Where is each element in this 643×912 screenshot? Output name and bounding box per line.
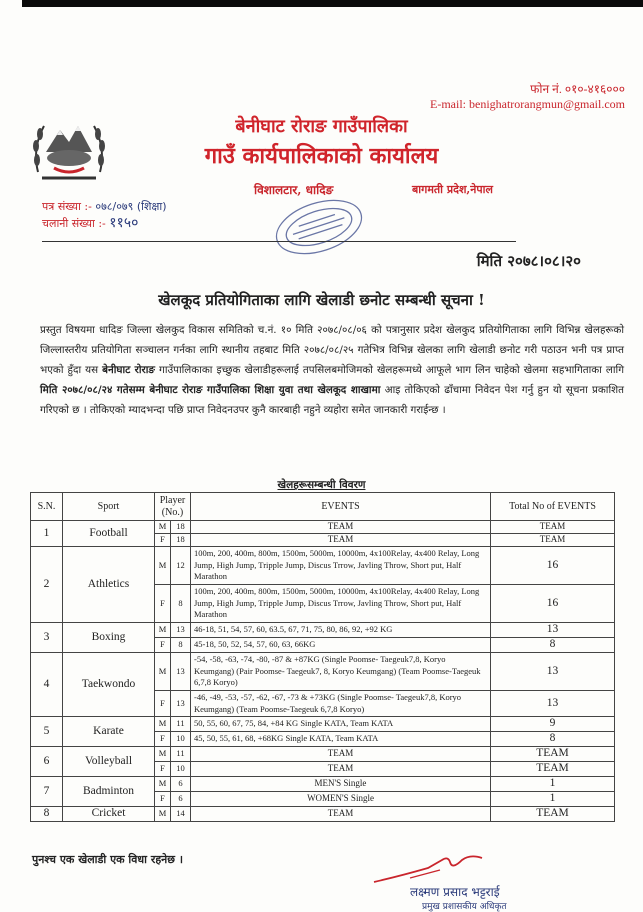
cell-gender: M — [155, 807, 171, 822]
cell-events: -54, -58, -63, -74, -80, -87 & +87KG (Single Poomse- Taegeuk7,8, Koryo Keumgang) (Pair Poomse- Taegeuk7, 8, Koryo Keumgang) (Team Poomse-Taegeuk 6,7,8 Koryo) — [191, 653, 491, 691]
header-divider — [42, 241, 516, 242]
cell-sn: 4 — [31, 653, 63, 717]
cell-events: WOMEN'S Single — [191, 792, 491, 807]
cell-sport: Volleyball — [63, 747, 155, 777]
cell-events: 100m, 200, 400m, 800m, 1500m, 5000m, 10000m, 4x100Relay, 4x400 Relay, Long Jump, High Jump, Tripple Jump, Discus Trrow, Javling Throw, Short put, Half Marathon — [191, 547, 491, 585]
cell-gender: F — [155, 762, 171, 777]
cell-player-count: 13 — [171, 691, 191, 717]
header-sn: S.N. — [31, 493, 63, 521]
cell-events: TEAM — [191, 807, 491, 822]
cell-gender: M — [155, 653, 171, 691]
table-row — [31, 747, 615, 762]
table-row — [31, 807, 615, 822]
cell-player-count: 13 — [171, 653, 191, 691]
municipality-name: बेनीघाट रोराङ गाउँपालिका — [235, 116, 408, 137]
cell-player-count: 14 — [171, 807, 191, 822]
cell-gender: F — [155, 792, 171, 807]
cell-sn: 8 — [31, 807, 63, 822]
cell-gender: M — [155, 623, 171, 638]
cell-events: TEAM — [191, 747, 491, 762]
cell-events: TEAM — [191, 534, 491, 547]
cell-player-count: 12 — [171, 547, 191, 585]
email-address: E-mail: benighatrorangmun@gmail.com — [430, 97, 625, 111]
signatory-name: लक्ष्मण प्रसाद भट्टराई — [410, 885, 500, 899]
dispatch-number-label: चलानी संख्या :- — [42, 217, 106, 230]
header-total: Total No of EVENTS — [491, 493, 615, 521]
cell-gender: F — [155, 732, 171, 747]
cell-gender: F — [155, 691, 171, 717]
cell-player-count: 13 — [171, 623, 191, 638]
notice-date: मिति २०७८।०८।२० — [476, 252, 581, 270]
letter-number-label: पत्र संख्या :- — [42, 200, 92, 213]
office-name: गाउँ कार्यपालिकाको कार्यालय — [204, 143, 439, 169]
body-part-1: प्रस्तुत विषयमा धादिङ जिल्ला खेलकुद विकास समितिको च.नं. १० मिति २०७८/०८/०६ को पत्रानुसार प्रदेश खेलकुद प्रतियोगिताका लागि विभिन्न खेलहरूको जिल्लास्तरीय प्रतियोगिता सञ्चालन गर्नका लागि स्थानीय तहबाट मिति २०७८/०८/२५ गतेभित्र विभिन्न खेलका लागि खेलाडी छनोट गरी पठाउन भनी पत्र प्राप्त भएको हुँदा यस — [40, 324, 624, 376]
cell-player-count: 18 — [171, 534, 191, 547]
cell-player-count: 11 — [171, 717, 191, 732]
cell-sn: 3 — [31, 623, 63, 653]
cell-total: 9 — [491, 717, 615, 732]
cell-player-count: 6 — [171, 792, 191, 807]
cell-sport: Football — [63, 521, 155, 547]
cell-gender: F — [155, 534, 171, 547]
header-events: EVENTS — [191, 493, 491, 521]
cell-total: TEAM — [491, 534, 615, 547]
table-row — [31, 521, 615, 534]
table-row — [31, 653, 615, 691]
cell-events: 100m, 200, 400m, 800m, 1500m, 5000m, 10000m, 4x100Relay, 4x400 Relay, Long Jump, High Jump, Tripple Jump, Discus Trrow, Javling Throw, Short put, Half Marathon — [191, 585, 491, 623]
cell-player-count: 10 — [171, 732, 191, 747]
cell-total: 1 — [491, 792, 615, 807]
cell-player-count: 10 — [171, 762, 191, 777]
cell-total: 8 — [491, 732, 615, 747]
cell-player-count: 8 — [171, 638, 191, 653]
cell-events: 46-18, 51, 54, 57, 60, 63.5, 67, 71, 75, 80, 86, 92, +92 KG — [191, 623, 491, 638]
letter-number-value: ०७८/०७९ (शिक्षा) — [95, 200, 167, 213]
cell-sn: 2 — [31, 547, 63, 623]
cell-total: TEAM — [491, 762, 615, 777]
cell-player-count: 6 — [171, 777, 191, 792]
cell-events: TEAM — [191, 762, 491, 777]
cell-player-count: 8 — [171, 585, 191, 623]
body-part-5: आइ तोकिएको ढाँचामा निवेदन पेश गर्नु हुन यो सूचना प्रकाशित गरिएको छ । तोकिएको म्यादभन्दा पछि प्राप्त निवेदनउपर कुनै कारबाही नहुने व्यहोरा समेत जानकारी गराईन्छ । — [40, 384, 624, 416]
cell-sport: Karate — [63, 717, 155, 747]
cell-gender: F — [155, 638, 171, 653]
contact-block — [430, 82, 625, 112]
cell-gender: M — [155, 717, 171, 732]
cell-sport: Boxing — [63, 623, 155, 653]
cell-total: 13 — [491, 691, 615, 717]
cell-events: 45, 50, 55, 61, 68, +68KG Single KATA, Team KATA — [191, 732, 491, 747]
table-row — [31, 547, 615, 585]
table-row — [31, 623, 615, 638]
cell-total: 8 — [491, 638, 615, 653]
cell-sport: Cricket — [63, 807, 155, 822]
cell-total: 16 — [491, 547, 615, 585]
cell-total: 16 — [491, 585, 615, 623]
notice-title: खेलकूद प्रतियोगिताका लागि खेलाडी छनोट सम्बन्धी सूचना ! — [158, 291, 485, 309]
office-stamp — [268, 196, 370, 258]
body-part-2: बेनीघाट रोराङ — [102, 364, 155, 376]
phone-number: फोन नं. ०१०-४१६००० — [530, 82, 625, 96]
office-address: विशालटार, धादिङ — [254, 183, 334, 197]
cell-total: 13 — [491, 623, 615, 638]
cell-sport: Taekwondo — [63, 653, 155, 717]
cell-player-count: 18 — [171, 521, 191, 534]
header-player: Player (No.) — [155, 493, 191, 521]
cell-total: TEAM — [491, 807, 615, 822]
body-part-3: गाउँपालिकाका इच्छुक खेलाडीहरूलाई तपसिलबमोजिमको खेलहरूमध्ये आफूले भाग लिन चाहेको खेलमा सहभागिताका लागि — [159, 364, 625, 376]
reference-block — [42, 198, 167, 232]
cell-total: 1 — [491, 777, 615, 792]
header-sport: Sport — [63, 493, 155, 521]
top-border-bar — [22, 0, 643, 7]
cell-player-count: 11 — [171, 747, 191, 762]
cell-total: TEAM — [491, 521, 615, 534]
cell-sn: 6 — [31, 747, 63, 777]
cell-sport: Badminton — [63, 777, 155, 807]
notice-body — [40, 320, 624, 420]
dispatch-number-row — [42, 215, 167, 232]
table-row — [31, 777, 615, 792]
cell-events: 50, 55, 60, 67, 75, 84, +84 KG Single KATA, Team KATA — [191, 717, 491, 732]
footnote: पुनश्च एक खेलाडी एक विधा रहनेछ । — [32, 853, 183, 866]
cell-sn: 7 — [31, 777, 63, 807]
cell-events: -46, -49, -53, -57, -62, -67, -73 & +73KG (Single Poomse- Taegeuk7,8, Koryo Keumgang) (Team Poomse-Taegeuk 6,7,8 Koryo) — [191, 691, 491, 717]
cell-gender: M — [155, 547, 171, 585]
cell-gender: M — [155, 777, 171, 792]
table-row — [31, 717, 615, 732]
cell-gender: M — [155, 747, 171, 762]
cell-gender: F — [155, 585, 171, 623]
cell-sn: 5 — [31, 717, 63, 747]
sports-events-table — [30, 492, 615, 822]
dispatch-number-value: ११५० — [109, 215, 139, 231]
cell-total: 13 — [491, 653, 615, 691]
cell-sport: Athletics — [63, 547, 155, 623]
province-name: बागमती प्रदेश,नेपाल — [412, 183, 493, 196]
table-caption: खेलहरूसम्बन्धी विवरण — [277, 479, 366, 491]
cell-sn: 1 — [31, 521, 63, 547]
cell-events: TEAM — [191, 521, 491, 534]
signatory-title: प्रमुख प्रशासकीय अधिकृत — [422, 902, 507, 912]
cell-gender: M — [155, 521, 171, 534]
cell-events: MEN'S Single — [191, 777, 491, 792]
cell-total: TEAM — [491, 747, 615, 762]
letter-number-row — [42, 198, 167, 215]
body-part-4: मिति २०७८/०८/२४ गतेसम्म बेनीघाट रोराङ गाउँपालिका शिक्षा युवा तथा खेलकूद शाखामा — [40, 384, 381, 396]
cell-events: 45-18, 50, 52, 54, 57, 60, 63, 66KG — [191, 638, 491, 653]
